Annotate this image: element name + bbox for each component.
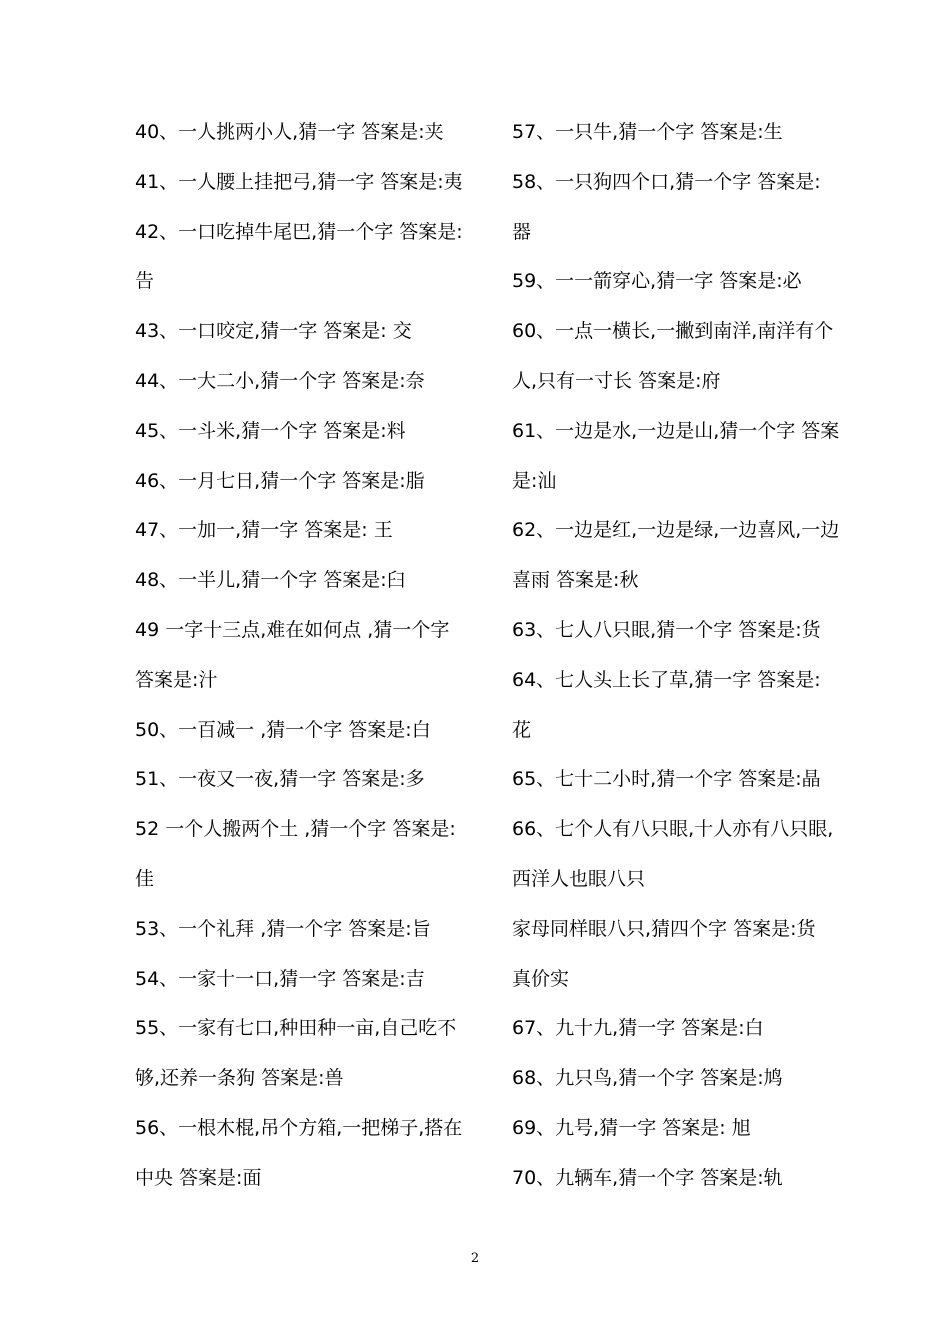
riddle-line: 54、一家十一口,猜一字 答案是:吉: [135, 967, 425, 990]
riddle-line: 47、一加一,猜一字 答案是: 王: [135, 519, 393, 542]
riddle-line: 中央 答案是:面: [135, 1166, 262, 1189]
riddle-line: 68、九只鸟,猜一个字 答案是:鸠: [512, 1067, 783, 1090]
riddle-line: 53、一个礼拜 ,猜一个字 答案是:旨: [135, 917, 431, 940]
riddle-line: 46、一月七日,猜一个字 答案是:脂: [135, 469, 425, 492]
page-number: 2: [470, 1251, 480, 1266]
riddle-line: 够,还养一条狗 答案是:兽: [135, 1067, 344, 1090]
riddle-line: 64、七人头上长了草,猜一字 答案是:: [512, 668, 821, 691]
riddle-line: 70、九辆车,猜一个字 答案是:轨: [512, 1166, 783, 1189]
right-column: [512, 108, 847, 1204]
riddle-line: 花: [512, 718, 532, 741]
riddle-line: 西洋人也眼八只: [512, 867, 646, 890]
riddle-line: 66、七个人有八只眼,十人亦有八只眼,: [512, 818, 834, 841]
riddle-line: 喜雨 答案是:秋: [512, 569, 639, 592]
riddle-line: 告: [135, 270, 155, 293]
riddle-line: 44、一大二小,猜一个字 答案是:奈: [135, 369, 425, 392]
riddle-line: 69、九号,猜一字 答案是: 旭: [512, 1116, 751, 1139]
riddle-line: 56、一根木棍,吊个方箱,一把梯子,搭在: [135, 1116, 463, 1139]
riddle-line: 50、一百减一 ,猜一个字 答案是:白: [135, 718, 431, 741]
riddle-line: 41、一人腰上挂把弓,猜一字 答案是:夷: [135, 170, 463, 193]
riddle-line: 48、一半儿,猜一个字 答案是:臼: [135, 569, 406, 592]
left-column: [135, 108, 470, 1204]
riddle-line: 40、一人挑两小人,猜一字 答案是:夹: [135, 121, 444, 143]
riddle-line: 55、一家有七口,种田种一亩,自己吃不: [135, 1017, 457, 1040]
riddle-line: 57、一只牛,猜一个字 答案是:生: [512, 121, 783, 143]
riddle-line: 51、一夜又一夜,猜一字 答案是:多: [135, 768, 425, 791]
riddle-line: 家母同样眼八只,猜四个字 答案是:货: [512, 917, 816, 940]
riddle-line: 58、一只狗四个口,猜一个字 答案是:: [512, 170, 821, 193]
riddle-line: 59、一一箭穿心,猜一字 答案是:必: [512, 270, 802, 293]
riddle-line: 佳: [135, 867, 155, 890]
riddle-line: 43、一口咬定,猜一字 答案是: 交: [135, 320, 412, 343]
riddle-line: 63、七人八只眼,猜一个字 答案是:货: [512, 618, 821, 641]
riddle-line: 器: [512, 220, 532, 243]
riddle-line: 答案是:汁: [135, 668, 218, 691]
riddle-line: 45、一斗米,猜一个字 答案是:料: [135, 419, 406, 442]
riddle-line: 62、一边是红,一边是绿,一边喜风,一边: [512, 519, 840, 542]
riddle-line: 61、一边是水,一边是山,猜一个字 答案: [512, 419, 840, 442]
riddle-line: 60、一点一横长,一撇到南洋,南洋有个: [512, 320, 834, 343]
riddle-line: 52 一个人搬两个土 ,猜一个字 答案是:: [135, 818, 456, 841]
riddle-line: 49 一字十三点,难在如何点 ,猜一个字: [135, 618, 450, 641]
riddle-line: 42、一口吃掉牛尾巴,猜一个字 答案是:: [135, 220, 463, 243]
riddle-line: 人,只有一寸长 答案是:府: [512, 369, 721, 392]
riddle-line: 真价实: [512, 967, 570, 990]
riddle-line: 是:汕: [512, 469, 557, 492]
riddle-line: 67、九十九,猜一字 答案是:白: [512, 1017, 764, 1040]
riddle-line: 65、七十二小时,猜一个字 答案是:晶: [512, 768, 821, 791]
